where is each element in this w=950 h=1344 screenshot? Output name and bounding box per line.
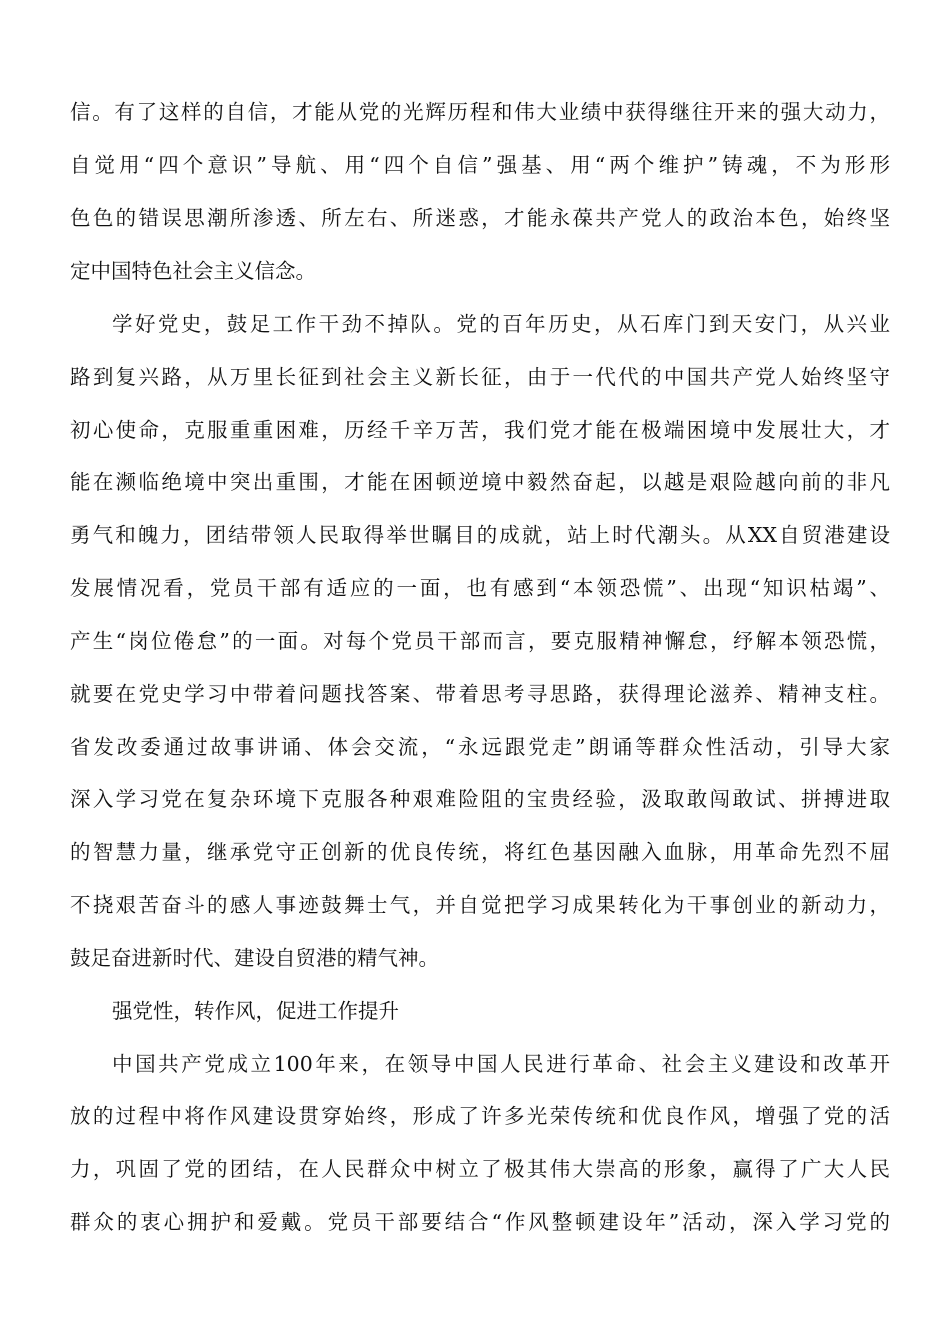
text-line: 定中国特色社会主义信念。 <box>70 259 316 283</box>
text-line: 力，巩固了党的团结，在人民群众中树立了极其伟大崇高的形象，赢得了广大人民 <box>70 1157 890 1181</box>
section-heading: 强党性，转作风，促进工作提升 <box>112 999 399 1023</box>
text-line: 就要在党史学习中带着问题找答案、带着思考寻思路，获得理论滋养、精神支柱。 <box>70 682 890 706</box>
text-line: 勇气和魄力，团结带领人民取得举世瞩目的成就，站上时代潮头。从XX自贸港建设 <box>70 523 890 547</box>
paragraph-first-line: 学好党史，鼓足工作干劲不掉队。党的百年历史，从石库门到天安门，从兴业 <box>112 312 890 336</box>
text-line: 自觉用“四个意识”导航、用“四个自信”强基、用“两个维护”铸魂，不为形形 <box>70 153 890 177</box>
text-line: 放的过程中将作风建设贯穿始终，形成了许多光荣传统和优良作风，增强了党的活 <box>70 1104 890 1128</box>
text-line: 不挠艰苦奋斗的感人事迹鼓舞士气，并自觉把学习成果转化为干事创业的新动力， <box>70 893 890 917</box>
text-line: 能在濒临绝境中突出重围，才能在困顿逆境中毅然奋起，以越是艰险越向前的非凡 <box>70 470 890 494</box>
text-line: 深入学习党在复杂环境下克服各种艰难险阻的宝贵经验，汲取敢闯敢试、拼搏进取 <box>70 787 890 811</box>
text-line: 的智慧力量，继承党守正创新的优良传统，将红色基因融入血脉，用革命先烈不屈 <box>70 840 890 864</box>
text-line: 路到复兴路，从万里长征到社会主义新长征，由于一代代的中国共产党人始终坚守 <box>70 365 890 389</box>
text-line: 鼓足奋进新时代、建设自贸港的精气神。 <box>70 946 439 970</box>
text-line: 省发改委通过故事讲诵、体会交流，“永远跟党走”朗诵等群众性活动，引导大家 <box>70 735 890 759</box>
text-line: 群众的衷心拥护和爱戴。党员干部要结合“作风整顿建设年”活动，深入学习党的 <box>70 1210 890 1234</box>
paragraph-first-line: 中国共产党成立100年来，在领导中国人民进行革命、社会主义建设和改革开 <box>112 1052 890 1076</box>
text-line: 初心使命，克服重重困难，历经千辛万苦，我们党才能在极端困境中发展壮大，才 <box>70 418 890 442</box>
text-line: 发展情况看，党员干部有适应的一面，也有感到“本领恐慌”、出现“知识枯竭”、 <box>70 576 890 600</box>
text-line: 产生“岗位倦怠”的一面。对每个党员干部而言，要克服精神懈怠，纾解本领恐慌， <box>70 629 890 653</box>
text-line: 色色的错误思潮所渗透、所左右、所迷惑，才能永葆共产党人的政治本色，始终坚 <box>70 206 890 230</box>
text-line: 信。有了这样的自信，才能从党的光辉历程和伟大业绩中获得继往开来的强大动力， <box>70 100 890 124</box>
